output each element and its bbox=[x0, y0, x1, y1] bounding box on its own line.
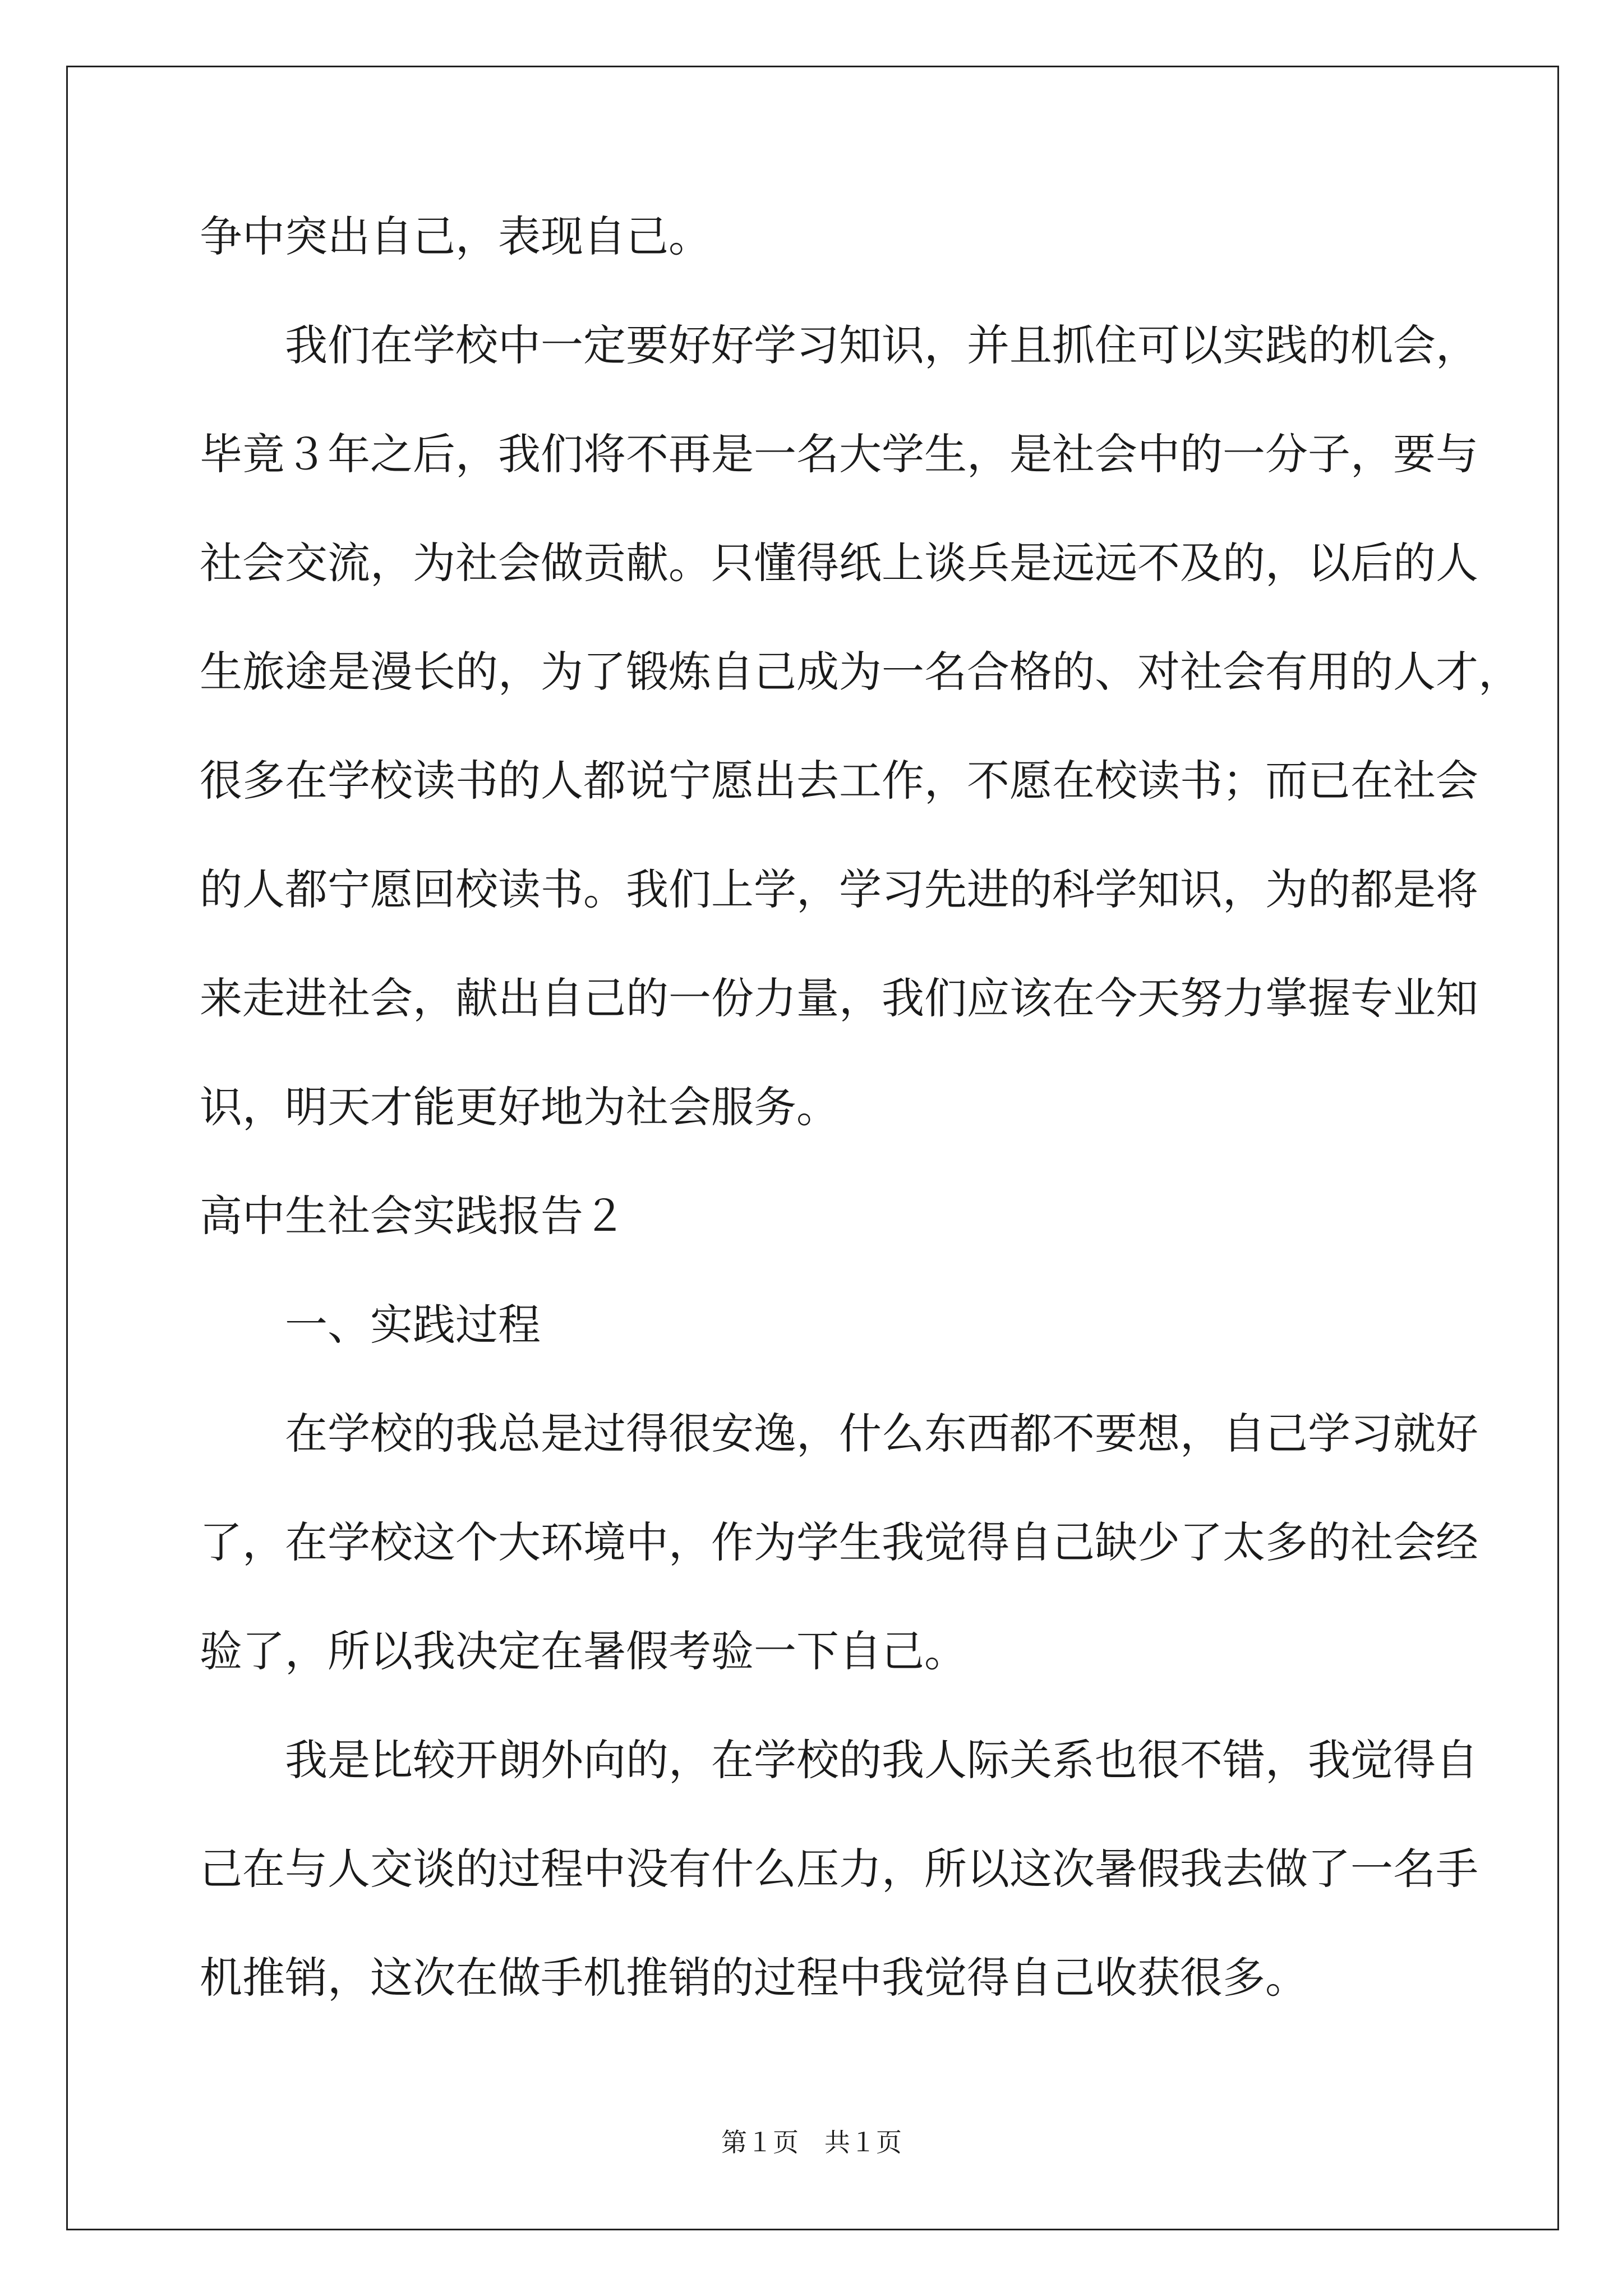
text-line: 社会交流，为社会做贡献。只懂得纸上谈兵是远远不及的，以后的人 bbox=[200, 538, 1478, 588]
text-line: 我们在学校中一定要好好学习知识，并且抓住可以实践的机会， bbox=[200, 320, 1478, 370]
text-line: 的人都宁愿回校读书。我们上学，学习先进的科学知识，为的都是将 bbox=[200, 864, 1478, 914]
text-line: 来走进社会，献出自己的一份力量，我们应该在今天努力掌握专业知 bbox=[200, 973, 1478, 1023]
text-line: 了，在学校这个大环境中，作为学生我觉得自己缺少了太多的社会经 bbox=[200, 1517, 1478, 1567]
page-border bbox=[66, 66, 1559, 2230]
text-line: 验了，所以我决定在暑假考验一下自己。 bbox=[200, 1626, 967, 1676]
text-line: 识，明天才能更好地为社会服务。 bbox=[200, 1082, 839, 1132]
text-line: 机推销，这次在做手机推销的过程中我觉得自己收获很多。 bbox=[200, 1953, 1308, 2003]
text-line: 在学校的我总是过得很安逸，什么东西都不要想，自己学习就好 bbox=[200, 1409, 1478, 1458]
text-line: 争中突出自己，表现自己。 bbox=[200, 211, 711, 261]
section-title: 高中生社会实践报告２ bbox=[200, 1191, 626, 1241]
text-line: 己在与人交谈的过程中没有什么压力，所以这次暑假我去做了一名手 bbox=[200, 1844, 1478, 1894]
text-line: 毕竟３年之后，我们将不再是一名大学生，是社会中的一分子，要与 bbox=[200, 429, 1478, 479]
text-line: 生旅途是漫长的，为了锻炼自己成为一名合格的、对社会有用的人才， bbox=[200, 647, 1521, 697]
subsection-title: 一、实践过程 bbox=[200, 1300, 541, 1350]
page-number: 第１页 共１页 bbox=[721, 2127, 902, 2157]
text-line: 我是比较开朗外向的，在学校的我人际关系也很不错，我觉得自 bbox=[200, 1735, 1478, 1785]
text-line: 很多在学校读书的人都说宁愿出去工作，不愿在校读书；而已在社会 bbox=[200, 756, 1478, 806]
